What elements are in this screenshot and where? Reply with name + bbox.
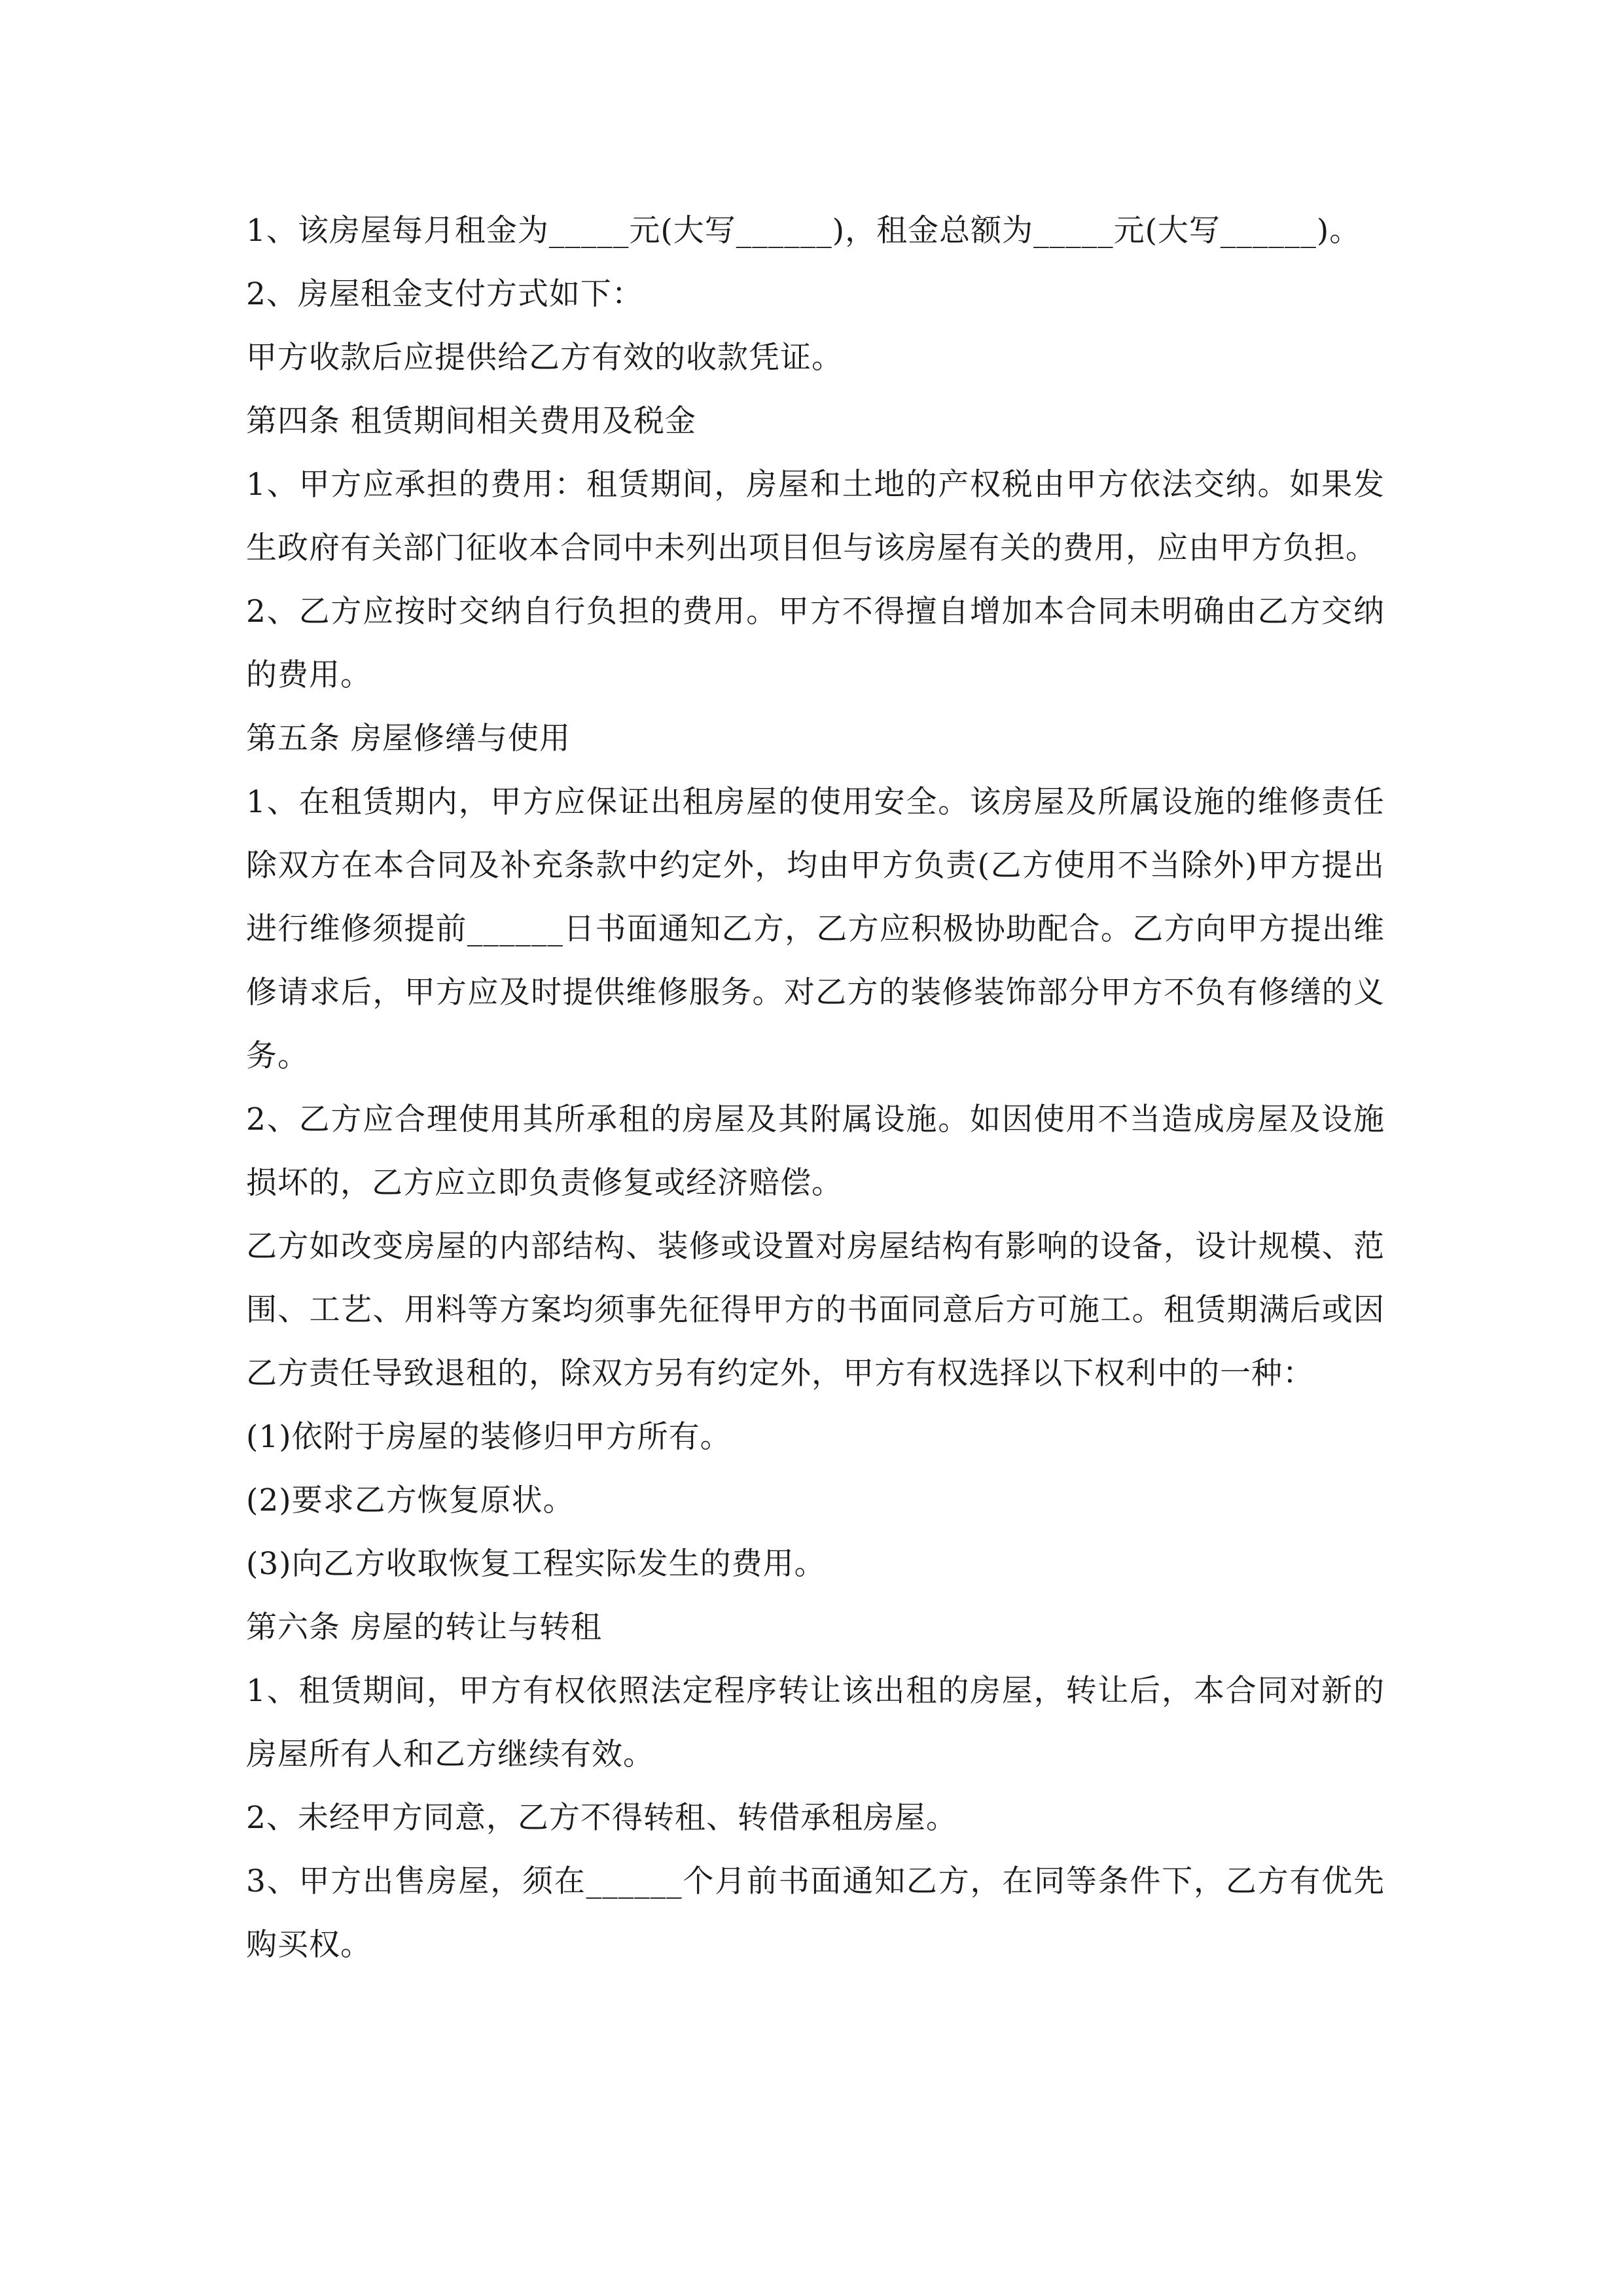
- list-item-option-1: (1)依附于房屋的装修归甲方所有。: [246, 1419, 732, 1455]
- paragraph-payment-method: 2、房屋租金支付方式如下：: [246, 276, 643, 312]
- paragraph-sublet: 2、未经甲方同意，乙方不得转租、转借承租房屋。: [246, 1800, 957, 1836]
- section-heading-article-4: 第四条 租赁期间相关费用及税金: [246, 403, 696, 439]
- section-heading-article-6: 第六条 房屋的转让与转租: [246, 1609, 602, 1645]
- list-item-option-3: (3)向乙方收取恢复工程实际发生的费用。: [246, 1546, 826, 1582]
- paragraph-rent-amount: 1、该房屋每月租金为_____元(大写______)，租金总额为_____元(大写______)。: [246, 213, 1361, 249]
- paragraph-structure-changes: 乙方如改变房屋的内部结构、装修或设置对房屋结构有影响的设备，设计规模、范围、工艺、用料等方案均须事先征得甲方的书面同意后方可施工。租赁期满后或因乙方责任导致退租的，除双方另有约定外，甲方有权选择以下权利中的一种：: [246, 1229, 1385, 1391]
- paragraph-party-a-fees: 1、甲方应承担的费用：租赁期间，房屋和土地的产权税由甲方依法交纳。如果发生政府有关部门征收本合同中未列出项目但与该房屋有关的费用，应由甲方负担。: [246, 467, 1385, 566]
- section-heading-article-5: 第五条 房屋修缮与使用: [246, 721, 571, 757]
- paragraph-proper-use: 2、乙方应合理使用其所承租的房屋及其附属设施。如因使用不当造成房屋及设施损坏的，乙方应立即负责修复或经济赔偿。: [246, 1102, 1385, 1201]
- paragraph-receipt: 甲方收款后应提供给乙方有效的收款凭证。: [246, 340, 843, 376]
- paragraph-preemption: 3、甲方出售房屋，须在______个月前书面通知乙方，在同等条件下，乙方有优先购买权。: [246, 1863, 1385, 1963]
- paragraph-transfer: 1、租赁期间，甲方有权依照法定程序转让该出租的房屋，转让后，本合同对新的房屋所有人和乙方继续有效。: [246, 1673, 1385, 1772]
- document-body: [246, 199, 1385, 1977]
- paragraph-party-b-fees: 2、乙方应按时交纳自行负担的费用。甲方不得擅自增加本合同未明确由乙方交纳的费用。: [246, 594, 1385, 693]
- list-item-option-2: (2)要求乙方恢复原状。: [246, 1482, 575, 1518]
- paragraph-repair-safety: 1、在租赁期内，甲方应保证出租房屋的使用安全。该房屋及所属设施的维修责任除双方在本合同及补充条款中约定外，均由甲方负责(乙方使用不当除外)甲方提出进行维修须提前______日书面通知乙方，乙方应积极协助配合。乙方向甲方提出维修请求后，甲方应及时提供维修服务。对乙方的装修装饰部分甲方不负有修缮的义务。: [246, 784, 1385, 1074]
